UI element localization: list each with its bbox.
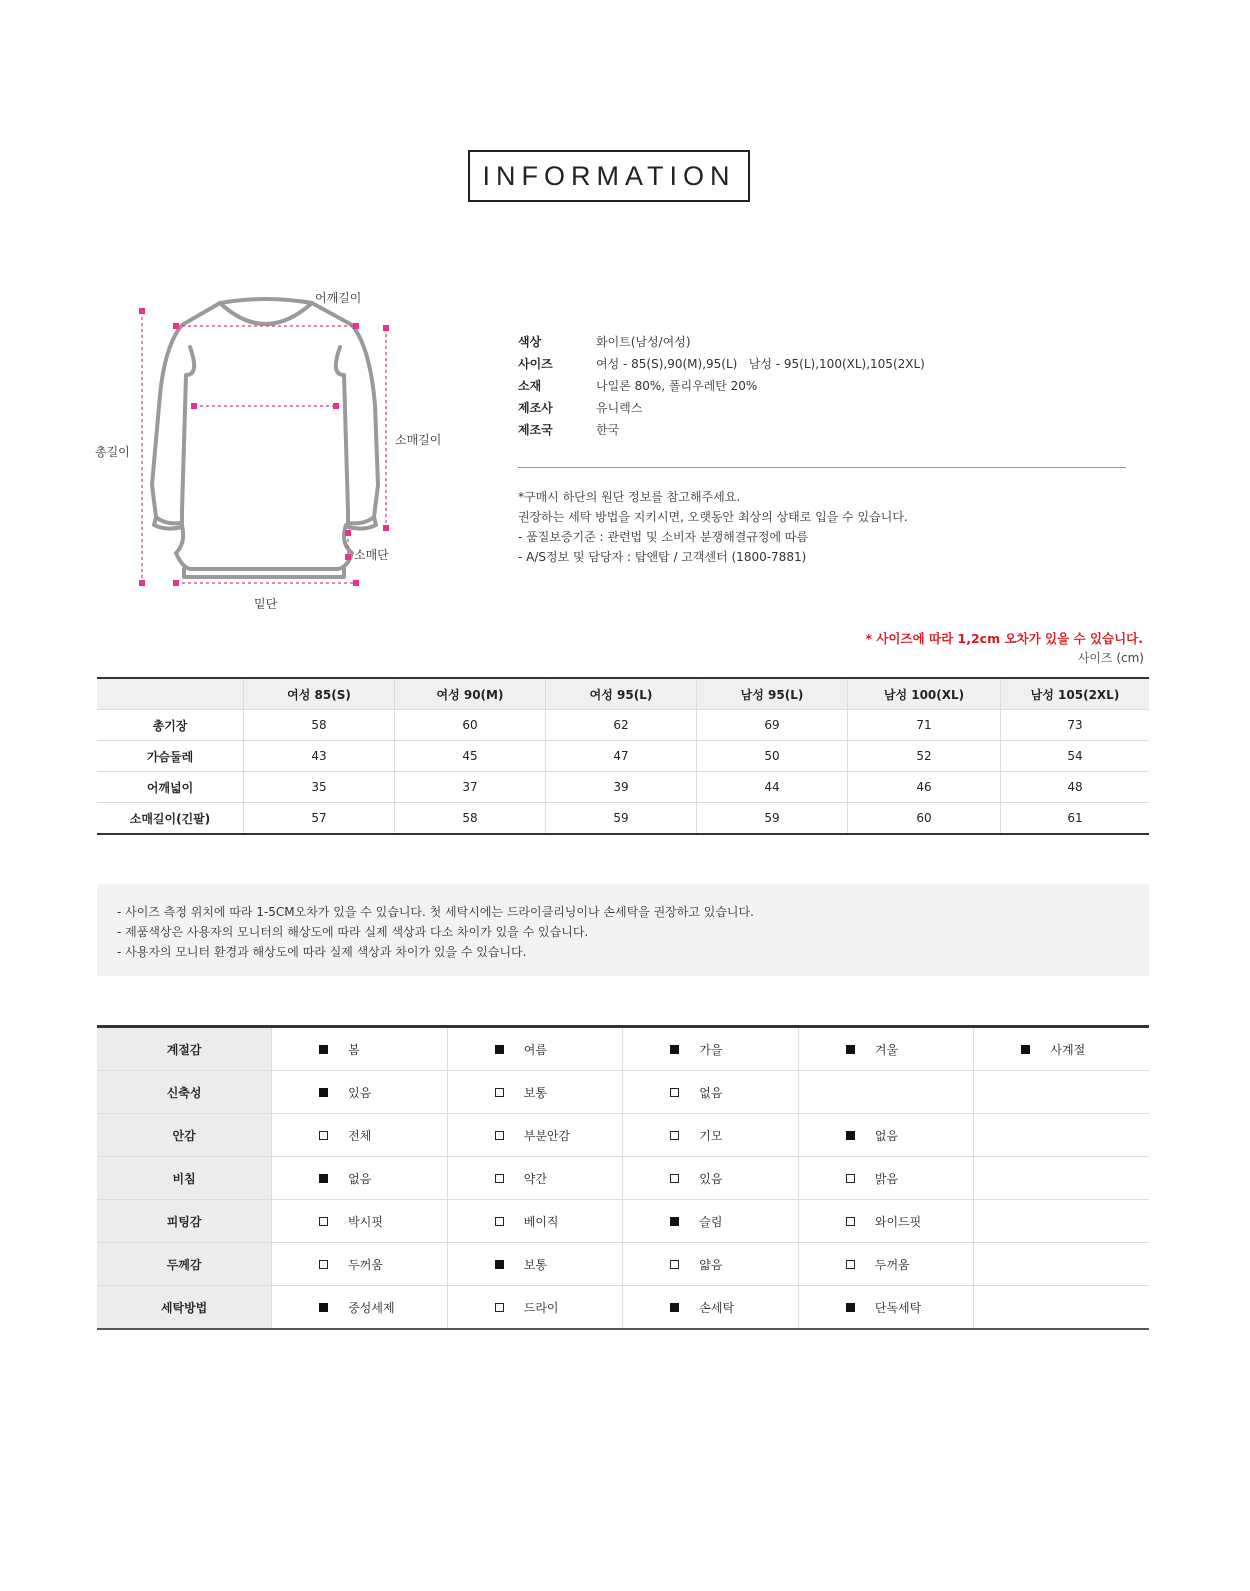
spec-key: 제조사 xyxy=(518,400,553,415)
size-warning: * 사이즈에 따라 1,2cm 오차가 있을 수 있습니다. xyxy=(865,631,1143,646)
attribute-cell xyxy=(272,1200,448,1243)
section-title: INFORMATION xyxy=(482,160,736,191)
table-cell: 45 xyxy=(395,741,546,772)
attribute-option-label: 중성세제 xyxy=(348,1300,395,1315)
checked-square-icon xyxy=(495,1045,504,1054)
table-row xyxy=(97,772,1149,803)
checked-square-icon xyxy=(319,1088,328,1097)
attribute-option-label: 단독세탁 xyxy=(874,1300,922,1315)
attribute-option xyxy=(448,1084,623,1101)
table-cell: 71 xyxy=(848,710,1001,741)
attribute-option-label: 박시핏 xyxy=(348,1214,383,1229)
attribute-option-label: 두꺼움 xyxy=(348,1257,383,1272)
attribute-label: 피팅감 xyxy=(97,1200,272,1243)
column-header: 남성 105(2XL) xyxy=(1001,678,1150,710)
attribute-cell xyxy=(447,1157,623,1200)
sweatshirt-outline-icon xyxy=(90,285,490,615)
size-unit: 사이즈 (cm) xyxy=(1077,651,1144,665)
attribute-option xyxy=(799,1213,974,1230)
label-cuff: 소매단 xyxy=(354,548,389,562)
attribute-option-label: 얇음 xyxy=(699,1257,723,1272)
unchecked-square-icon xyxy=(319,1131,328,1140)
unchecked-square-icon xyxy=(319,1217,328,1226)
attribute-option xyxy=(623,1213,798,1230)
attribute-cell xyxy=(798,1027,974,1071)
table-row xyxy=(97,803,1149,835)
product-specs xyxy=(518,330,1138,440)
checked-square-icon xyxy=(1021,1045,1030,1054)
unchecked-square-icon xyxy=(495,1088,504,1097)
attribute-label: 두께감 xyxy=(97,1243,272,1286)
attribute-option-label: 베이직 xyxy=(523,1214,559,1229)
table-cell: 35 xyxy=(244,772,395,803)
attribute-cell xyxy=(447,1286,623,1330)
attribute-option-label: 와이드핏 xyxy=(874,1214,922,1229)
checked-square-icon xyxy=(670,1217,679,1226)
attribute-row xyxy=(97,1200,1149,1243)
attribute-option-label: 겨울 xyxy=(874,1042,899,1057)
notice-line: - 사이즈 측정 위치에 따라 1-5CM오차가 있을 수 있습니다. 첫 세탁시에는 드라이클리닝이나 손세탁을 권장하고 있습니다. xyxy=(117,905,754,919)
unchecked-square-icon xyxy=(670,1131,679,1140)
attribute-cell xyxy=(272,1027,448,1071)
table-cell: 69 xyxy=(697,710,848,741)
table-cell: 48 xyxy=(1001,772,1150,803)
attribute-option xyxy=(272,1041,447,1058)
unchecked-square-icon xyxy=(846,1174,855,1183)
attribute-label: 안감 xyxy=(97,1114,272,1157)
spec-key: 소재 xyxy=(518,378,542,393)
size-table-header xyxy=(97,678,1149,710)
attribute-option-label: 봄 xyxy=(348,1042,360,1057)
attribute-cell xyxy=(623,1157,799,1200)
spec-row-manufacturer xyxy=(518,396,1138,418)
attribute-option-label: 밝음 xyxy=(874,1171,899,1186)
table-cell: 44 xyxy=(697,772,848,803)
table-cell: 52 xyxy=(848,741,1001,772)
table-cell: 73 xyxy=(1001,710,1150,741)
column-header: 남성 100(XL) xyxy=(848,678,1001,710)
table-cell: 61 xyxy=(1001,803,1150,835)
attribute-row xyxy=(97,1157,1149,1200)
note-line: *구매시 하단의 원단 정보를 참고해주세요. xyxy=(518,490,741,504)
table-cell: 60 xyxy=(395,710,546,741)
attribute-cell xyxy=(798,1071,974,1114)
notice-line: - 사용자의 모니터 환경과 해상도에 따라 실제 색상과 차이가 있을 수 있습니다. xyxy=(117,945,527,959)
spec-row-material xyxy=(518,374,1138,396)
attribute-option xyxy=(272,1213,447,1230)
table-cell: 62 xyxy=(546,710,697,741)
table-cell: 50 xyxy=(697,741,848,772)
attribute-cell xyxy=(623,1114,799,1157)
attribute-cell xyxy=(974,1286,1149,1330)
row-header: 총기장 xyxy=(97,710,244,741)
unchecked-square-icon xyxy=(670,1088,679,1097)
attribute-cell xyxy=(272,1114,448,1157)
note-line: 권장하는 세탁 방법을 지키시면, 오랫동안 최상의 상태로 입을 수 있습니다. xyxy=(518,510,908,524)
spec-key: 사이즈 xyxy=(518,356,553,371)
column-header: 여성 90(M) xyxy=(395,678,546,710)
checked-square-icon xyxy=(846,1131,855,1140)
attribute-option-label: 기모 xyxy=(699,1128,723,1143)
unchecked-square-icon xyxy=(495,1217,504,1226)
label-shoulder: 어깨길이 xyxy=(315,291,362,305)
spec-key: 색상 xyxy=(518,334,542,349)
attribute-option xyxy=(272,1299,447,1316)
attribute-cell xyxy=(974,1157,1149,1200)
attribute-cell xyxy=(447,1114,623,1157)
attribute-option-label: 있음 xyxy=(348,1085,372,1100)
attribute-option-label: 없음 xyxy=(699,1085,723,1100)
section-title-box xyxy=(468,150,750,202)
attribute-option xyxy=(272,1170,447,1187)
attribute-option-label: 없음 xyxy=(348,1171,372,1186)
attribute-option-label: 사계절 xyxy=(1050,1042,1086,1057)
attribute-cell xyxy=(272,1071,448,1114)
column-header: 여성 85(S) xyxy=(244,678,395,710)
garment-diagram xyxy=(90,285,490,615)
spec-row-color xyxy=(518,330,1138,352)
attribute-option xyxy=(623,1084,798,1101)
notice-box xyxy=(97,884,1149,976)
attribute-cell xyxy=(623,1200,799,1243)
attribute-row xyxy=(97,1114,1149,1157)
attribute-option-label: 가을 xyxy=(699,1042,723,1057)
unchecked-square-icon xyxy=(495,1303,504,1312)
checked-square-icon xyxy=(846,1045,855,1054)
attribute-cell xyxy=(272,1157,448,1200)
attribute-cell xyxy=(272,1286,448,1330)
divider xyxy=(518,467,1126,468)
table-cell: 59 xyxy=(546,803,697,835)
attribute-option xyxy=(623,1041,798,1058)
attribute-cell xyxy=(974,1027,1149,1071)
spec-row-origin xyxy=(518,418,1138,440)
checked-square-icon xyxy=(319,1045,328,1054)
attribute-option-label: 부분안감 xyxy=(523,1128,571,1143)
checked-square-icon xyxy=(670,1045,679,1054)
checked-square-icon xyxy=(495,1260,504,1269)
fabric-attribute-table xyxy=(97,1025,1149,1330)
attribute-option-label: 있음 xyxy=(699,1171,723,1186)
checked-square-icon xyxy=(319,1303,328,1312)
attribute-option xyxy=(799,1041,974,1058)
table-cell: 58 xyxy=(395,803,546,835)
table-cell: 60 xyxy=(848,803,1001,835)
table-cell: 46 xyxy=(848,772,1001,803)
table-cell: 37 xyxy=(395,772,546,803)
attribute-option xyxy=(272,1084,447,1101)
attribute-cell xyxy=(798,1286,974,1330)
spec-value: 여성 - 85(S),90(M),95(L) 남성 - 95(L),100(XL),105(2XL) xyxy=(596,356,925,371)
table-row xyxy=(97,710,1149,741)
table-row xyxy=(97,741,1149,772)
attribute-option-label: 드라이 xyxy=(523,1300,559,1315)
checked-square-icon xyxy=(670,1303,679,1312)
attribute-option-label: 두꺼움 xyxy=(874,1257,910,1272)
attribute-option xyxy=(272,1127,447,1144)
unchecked-square-icon xyxy=(319,1260,328,1269)
unchecked-square-icon xyxy=(670,1260,679,1269)
attribute-option xyxy=(623,1299,798,1316)
attribute-cell xyxy=(974,1200,1149,1243)
table-cell: 39 xyxy=(546,772,697,803)
attribute-cell xyxy=(798,1114,974,1157)
attribute-cell xyxy=(447,1071,623,1114)
attribute-row xyxy=(97,1286,1149,1330)
attribute-option xyxy=(272,1256,447,1273)
table-cell: 57 xyxy=(244,803,395,835)
attribute-cell xyxy=(623,1071,799,1114)
table-cell: 54 xyxy=(1001,741,1150,772)
attribute-option xyxy=(623,1170,798,1187)
attribute-label: 계절감 xyxy=(97,1027,272,1071)
attribute-option-label: 약간 xyxy=(523,1171,547,1186)
attribute-option xyxy=(799,1170,974,1187)
attribute-option xyxy=(623,1127,798,1144)
purchase-notes xyxy=(518,487,908,567)
attribute-option xyxy=(448,1256,623,1273)
attribute-cell xyxy=(798,1243,974,1286)
attribute-option xyxy=(448,1170,623,1187)
attribute-row xyxy=(97,1243,1149,1286)
attribute-cell xyxy=(623,1027,799,1071)
attribute-cell xyxy=(798,1200,974,1243)
attribute-option-label: 손세탁 xyxy=(699,1300,735,1315)
attribute-option-label: 여름 xyxy=(523,1042,547,1057)
spec-value: 한국 xyxy=(596,422,620,437)
attribute-option xyxy=(974,1041,1149,1058)
attribute-cell xyxy=(623,1243,799,1286)
attribute-option-label: 없음 xyxy=(874,1128,899,1143)
spec-value: 화이트(남성/여성) xyxy=(596,334,691,349)
spec-key: 제조국 xyxy=(518,422,553,437)
row-header: 가슴둘레 xyxy=(97,741,244,772)
column-header xyxy=(97,678,244,710)
attribute-option xyxy=(799,1256,974,1273)
attribute-cell xyxy=(447,1200,623,1243)
attribute-cell xyxy=(447,1027,623,1071)
attribute-cell xyxy=(272,1243,448,1286)
attribute-cell xyxy=(798,1157,974,1200)
attribute-option-label: 슬림 xyxy=(699,1214,723,1229)
attribute-option xyxy=(448,1041,623,1058)
checked-square-icon xyxy=(846,1303,855,1312)
attribute-option xyxy=(799,1299,974,1316)
unchecked-square-icon xyxy=(495,1174,504,1183)
label-hem: 밑단 xyxy=(254,597,278,611)
column-header: 남성 95(L) xyxy=(697,678,848,710)
column-header: 여성 95(L) xyxy=(546,678,697,710)
attribute-option-label: 보통 xyxy=(523,1257,547,1272)
row-header: 어깨넓이 xyxy=(97,772,244,803)
checked-square-icon xyxy=(319,1174,328,1183)
row-header: 소매길이(긴팔) xyxy=(97,803,244,835)
unchecked-square-icon xyxy=(846,1260,855,1269)
attribute-option-label: 전체 xyxy=(348,1128,372,1143)
attribute-option xyxy=(799,1127,974,1144)
attribute-label: 세탁방법 xyxy=(97,1286,272,1330)
size-table xyxy=(97,677,1149,835)
spec-row-size xyxy=(518,352,1138,374)
spec-value: 유니렉스 xyxy=(596,400,643,415)
attribute-option xyxy=(448,1299,623,1316)
spec-value: 나일론 80%, 폴리우레탄 20% xyxy=(596,378,758,393)
attribute-row xyxy=(97,1071,1149,1114)
unchecked-square-icon xyxy=(846,1217,855,1226)
table-cell: 59 xyxy=(697,803,848,835)
attribute-option xyxy=(623,1256,798,1273)
label-total-length: 총길이 xyxy=(95,445,130,459)
attribute-cell xyxy=(974,1071,1149,1114)
attribute-label: 비침 xyxy=(97,1157,272,1200)
table-cell: 58 xyxy=(244,710,395,741)
attribute-cell xyxy=(974,1243,1149,1286)
attribute-row xyxy=(97,1027,1149,1071)
attribute-cell xyxy=(974,1114,1149,1157)
attribute-cell xyxy=(623,1286,799,1330)
attribute-cell xyxy=(447,1243,623,1286)
attribute-option xyxy=(448,1127,623,1144)
table-cell: 47 xyxy=(546,741,697,772)
attribute-option xyxy=(448,1213,623,1230)
note-line: - A/S정보 및 담당자 : 탑앤탑 / 고객센터 (1800-7881) xyxy=(518,550,807,564)
attribute-label: 신축성 xyxy=(97,1071,272,1114)
attribute-option-label: 보통 xyxy=(523,1085,547,1100)
notice-line: - 제품색상은 사용자의 모니터의 해상도에 따라 실제 색상과 다소 차이가 있을 수 있습니다. xyxy=(117,925,589,939)
unchecked-square-icon xyxy=(670,1174,679,1183)
label-sleeve-length: 소매길이 xyxy=(395,433,442,447)
table-cell: 43 xyxy=(244,741,395,772)
note-line: - 품질보증기준 : 관련법 및 소비자 분쟁해결규정에 따름 xyxy=(518,530,809,544)
unchecked-square-icon xyxy=(495,1131,504,1140)
